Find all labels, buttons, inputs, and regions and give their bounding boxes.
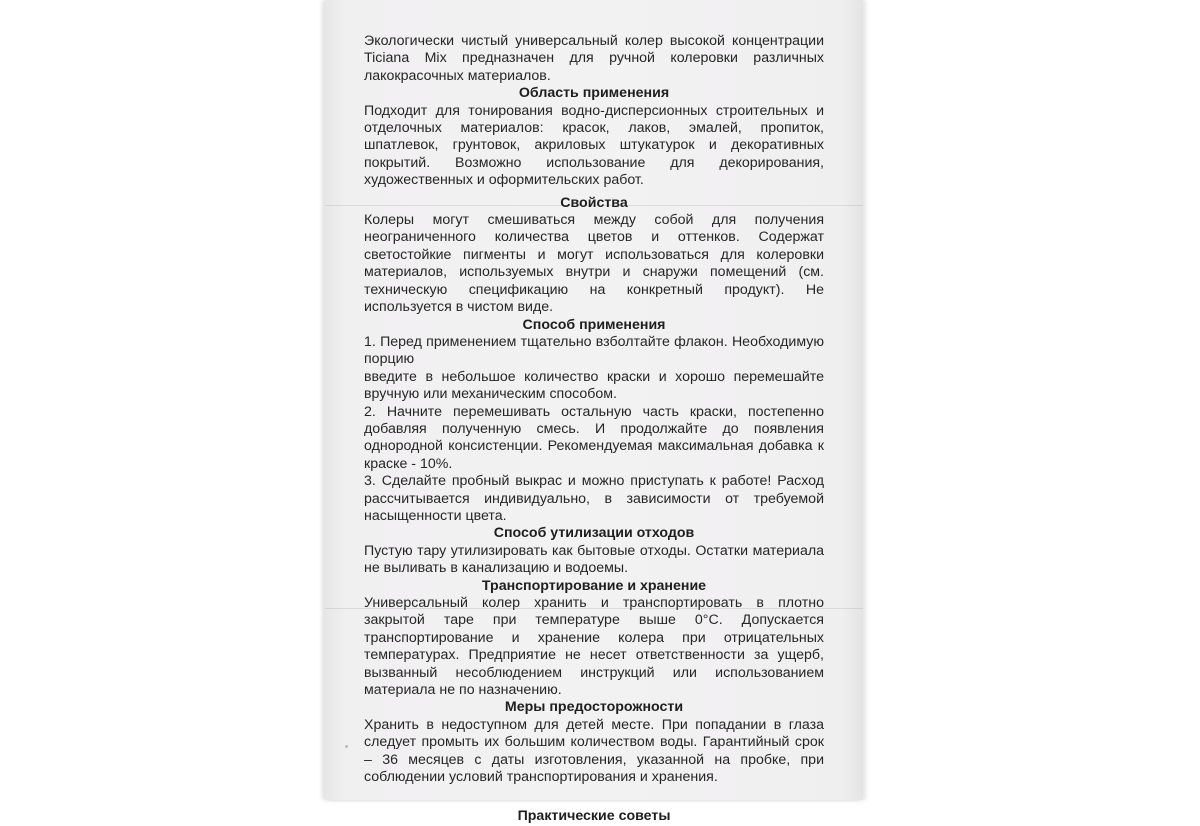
section-paragraph: введите в небольшое количество краски и хорошо перемешайте вручную или механическим способом. [364,368,824,403]
section-paragraph: 3. Сделайте пробный выкрас и можно приступать к работе! Расход рассчитывается индивидуально, в зависимости от требуемой насыщенности цвета. [364,473,824,524]
section-paragraph: Подходит для тонирования водно-дисперсионных строительных и отделочных материалов: красок, лаков, эмалей, пропиток, шпатлевок, грунтовок, акриловых штукатурок и декоративных покрытий. Возможно использование для декорирования, художественных и оформительских работ. [364,102,824,189]
paper-speck [345,745,348,748]
leaflet-text [364,33,824,826]
section-heading: Область применения [518,85,670,102]
section-heading: Транспортирование и хранение [481,577,707,594]
section-heading: Способ утилизации отходов [493,525,695,542]
section-paragraph: Пустую тару утилизировать как бытовые отходы. Остатки материала не выливать в канализацию и водоемы. [364,542,824,577]
section-heading: Меры предосторожности [504,699,684,716]
section-heading: Практические советы [517,808,671,825]
intro-paragraph: Экологически чистый универсальный колер высокой концентрации Ticiana Mix предназначен для ручной колеровки различных лакокрасочных материалов. [364,33,824,84]
section-heading: Свойства [560,194,628,211]
section-paragraph: Универсальный колер хранить и транспортировать в плотно закрытой таре при температуре выше 0°С. Допускается транспортирование и хранение колера при отрицательных температурах. Предприятие не несет ответственности за ущерб, вызванный несоблюдением инструкций или использованием материала не по назначению. [364,595,824,699]
section-paragraph: 2. Начните перемешивать остальную часть краски, постепенно добавляя полученную смесь. И продолжайте до появления однородной консистенции. Рекомендуемая максимальная добавка к краске - 10%. [364,403,824,472]
section-paragraph: 1. Перед применением тщательно взболтайте флакон. Необходимую порцию [364,333,824,368]
section-paragraph: Хранить в недоступном для детей месте. При попадании в глаза следует промыть их большим количеством воды. Гарантийный срок – 36 месяцев с даты изготовления, указанной на пробке, при соблюдении условий транспортирования и хранения. [364,716,824,786]
instruction-leaflet [325,0,863,825]
section-paragraph: Колеры могут смешиваться между собой для получения неограниченного количества цветов и оттенков. Содержат светостойкие пигменты и могут использоваться для колеровки материалов, используемых внутри и снаружи помещений (см. техническую спецификацию на конкретный продукт). Не используется в чистом виде. [364,212,824,316]
section-heading: Способ применения [522,316,666,333]
